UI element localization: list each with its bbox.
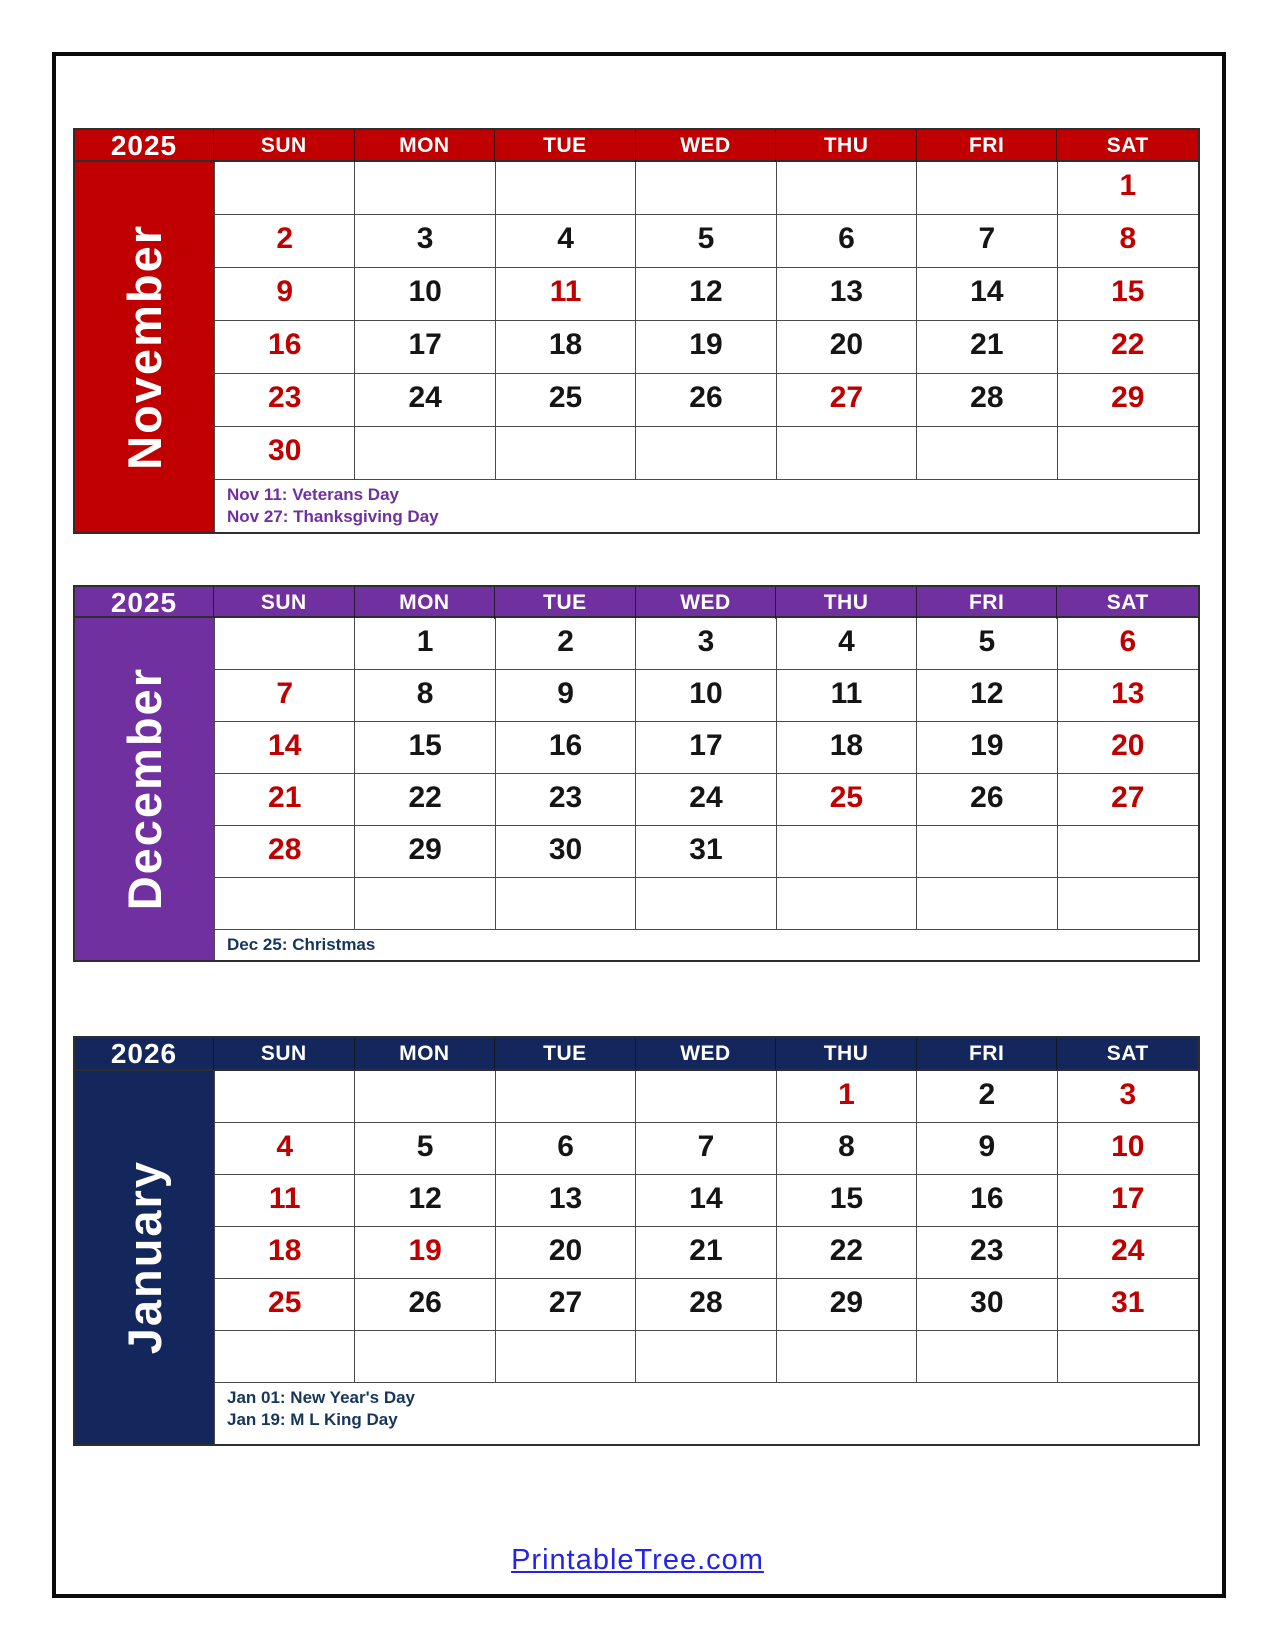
date-cell: 10 [636,670,776,722]
weekday-header: TUE [495,1038,636,1070]
date-cell: 6 [496,1123,636,1175]
date-cell: 9 [917,1123,1057,1175]
date-cell: 14 [215,722,355,774]
date-cell: 17 [636,722,776,774]
empty-date-cell [917,427,1057,480]
date-grid [215,162,1198,480]
empty-date-cell [496,427,636,480]
weekday-header: MON [355,587,496,619]
date-cell: 5 [355,1123,495,1175]
empty-date-cell [917,162,1057,215]
weekday-header: WED [636,1038,777,1070]
date-grid [215,1071,1198,1383]
calendar-month-december-2025 [73,585,1200,962]
date-cell: 7 [215,670,355,722]
date-cell: 29 [1058,374,1198,427]
date-cell: 31 [1058,1279,1198,1331]
month-body [73,162,1200,534]
empty-date-cell [777,878,917,930]
date-cell: 20 [496,1227,636,1279]
date-cell: 7 [636,1123,776,1175]
holiday-note-line: Nov 11: Veterans Day [227,485,399,504]
date-cell: 12 [636,268,776,321]
month-name: November [118,224,171,470]
holiday-notes [215,480,1198,532]
date-cell: 1 [777,1071,917,1123]
date-cell: 27 [496,1279,636,1331]
weekday-header: FRI [917,130,1058,162]
date-cell: 15 [777,1175,917,1227]
date-cell: 18 [777,722,917,774]
date-cell: 2 [917,1071,1057,1123]
weekday-header: TUE [495,130,636,162]
date-cell: 19 [636,321,776,374]
calendar-month-november-2025 [73,128,1200,534]
date-cell: 9 [496,670,636,722]
date-cell: 26 [636,374,776,427]
month-name: December [118,667,171,911]
date-cell: 27 [777,374,917,427]
date-cell: 22 [777,1227,917,1279]
date-cell: 11 [496,268,636,321]
holiday-note-line: Dec 25: Christmas [227,935,376,954]
weekday-header: MON [355,1038,496,1070]
date-cell: 6 [1058,618,1198,670]
date-cell: 24 [1058,1227,1198,1279]
date-cell: 23 [917,1227,1057,1279]
empty-date-cell [1058,878,1198,930]
date-cell: 5 [636,215,776,268]
date-cell: 2 [496,618,636,670]
date-cell: 24 [355,374,495,427]
empty-date-cell [496,1071,636,1123]
month-band [75,1071,214,1444]
empty-date-cell [777,162,917,215]
empty-date-cell [355,162,495,215]
weekday-header: SAT [1106,134,1149,157]
date-cell: 17 [355,321,495,374]
empty-date-cell [636,162,776,215]
weekday-header: SUN [214,1038,355,1070]
date-cell: 12 [917,670,1057,722]
holiday-note-line: Jan 01: New Year's Day [227,1388,416,1407]
date-cell: 12 [355,1175,495,1227]
date-cell: 16 [917,1175,1057,1227]
date-cell: 6 [777,215,917,268]
date-cell: 27 [1058,774,1198,826]
date-cell: 7 [917,215,1057,268]
month-band [75,618,214,960]
date-cell: 19 [917,722,1057,774]
date-cell: 30 [215,427,355,480]
month-header-row [73,585,1200,618]
date-cell: 21 [917,321,1057,374]
empty-date-cell [215,1331,355,1383]
date-cell: 19 [355,1227,495,1279]
date-grid [215,618,1198,930]
date-cell: 3 [636,618,776,670]
empty-date-cell [355,1331,495,1383]
empty-date-cell [496,878,636,930]
date-cell: 2 [215,215,355,268]
empty-date-cell [1058,826,1198,878]
date-cell: 10 [1058,1123,1198,1175]
date-cell: 5 [917,618,1057,670]
empty-date-cell [496,1331,636,1383]
empty-date-cell [1058,1331,1198,1383]
date-cell: 4 [496,215,636,268]
month-name: January [118,1160,171,1355]
date-cell: 13 [777,268,917,321]
date-cell: 22 [355,774,495,826]
weekday-header: SAT [1106,591,1149,614]
date-cell: 22 [1058,321,1198,374]
empty-date-cell [636,878,776,930]
date-cell: 8 [1058,215,1198,268]
date-cell: 18 [215,1227,355,1279]
date-cell: 13 [496,1175,636,1227]
date-cell: 21 [215,774,355,826]
calendar-month-january-2026 [73,1036,1200,1446]
date-cell: 8 [777,1123,917,1175]
empty-date-cell [215,878,355,930]
date-cell: 3 [355,215,495,268]
footer-link[interactable]: PrintableTree.com [511,1544,764,1576]
date-cell: 17 [1058,1175,1198,1227]
holiday-note-line: Jan 19: M L King Day [227,1410,398,1429]
empty-date-cell [215,1071,355,1123]
date-cell: 4 [777,618,917,670]
empty-date-cell [777,427,917,480]
month-body [73,1071,1200,1446]
empty-date-cell [215,618,355,670]
holiday-note-line: Nov 27: Thanksgiving Day [227,507,439,526]
date-cell: 8 [355,670,495,722]
date-cell: 18 [496,321,636,374]
date-cell: 26 [917,774,1057,826]
empty-date-cell [355,427,495,480]
date-cell: 9 [215,268,355,321]
date-cell: 20 [1058,722,1198,774]
date-cell: 15 [1058,268,1198,321]
empty-date-cell [355,878,495,930]
empty-date-cell [215,162,355,215]
empty-date-cell [636,1071,776,1123]
date-cell: 1 [1058,162,1198,215]
empty-date-cell [496,162,636,215]
date-cell: 20 [777,321,917,374]
empty-date-cell [917,826,1057,878]
date-cell: 1 [355,618,495,670]
year-label: 2025 [75,587,214,619]
date-cell: 30 [496,826,636,878]
weekday-header: SAT [1106,1042,1149,1065]
date-cell: 21 [636,1227,776,1279]
date-cell: 10 [355,268,495,321]
year-label: 2025 [75,130,214,162]
date-cell: 25 [496,374,636,427]
weekday-header: THU [776,130,917,162]
weekday-header: THU [776,1038,917,1070]
date-cell: 16 [215,321,355,374]
date-cell: 11 [215,1175,355,1227]
empty-date-cell [777,826,917,878]
month-header-row [73,128,1200,162]
date-cell: 23 [215,374,355,427]
date-cell: 11 [777,670,917,722]
empty-date-cell [917,878,1057,930]
weekday-header: WED [636,130,777,162]
date-cell: 28 [917,374,1057,427]
empty-date-cell [355,1071,495,1123]
weekday-header: THU [776,587,917,619]
weekday-header: FRI [917,1038,1058,1070]
empty-date-cell [917,1331,1057,1383]
date-cell: 16 [496,722,636,774]
weekday-header: FRI [917,587,1058,619]
weekday-header: SUN [214,130,355,162]
date-cell: 26 [355,1279,495,1331]
weekday-header: TUE [495,587,636,619]
date-cell: 13 [1058,670,1198,722]
date-cell: 28 [636,1279,776,1331]
weekday-header: MON [355,130,496,162]
date-cell: 25 [777,774,917,826]
date-cell: 3 [1058,1071,1198,1123]
date-cell: 29 [355,826,495,878]
date-cell: 29 [777,1279,917,1331]
month-grid-area [214,162,1198,532]
holiday-notes [215,930,1198,960]
month-grid-area [214,618,1198,960]
date-cell: 14 [636,1175,776,1227]
weekday-header: SUN [214,587,355,619]
month-header-row [73,1036,1200,1071]
date-cell: 31 [636,826,776,878]
empty-date-cell [1058,427,1198,480]
date-cell: 24 [636,774,776,826]
date-cell: 14 [917,268,1057,321]
empty-date-cell [636,1331,776,1383]
date-cell: 30 [917,1279,1057,1331]
date-cell: 25 [215,1279,355,1331]
date-cell: 4 [215,1123,355,1175]
year-label: 2026 [75,1038,214,1070]
date-cell: 28 [215,826,355,878]
weekday-header: WED [636,587,777,619]
date-cell: 23 [496,774,636,826]
month-band [75,162,214,532]
empty-date-cell [636,427,776,480]
month-body [73,618,1200,962]
empty-date-cell [777,1331,917,1383]
month-grid-area [214,1071,1198,1444]
date-cell: 15 [355,722,495,774]
holiday-notes [215,1383,1198,1444]
